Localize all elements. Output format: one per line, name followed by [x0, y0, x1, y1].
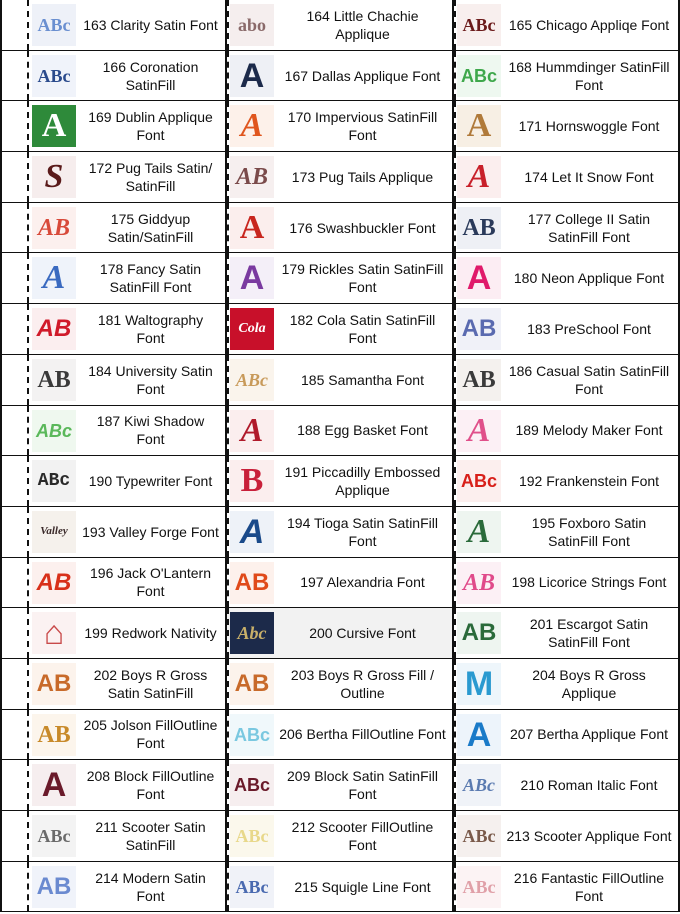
- font-item-label[interactable]: 164 Little Chachie Applique: [306, 7, 419, 42]
- font-sample-thumbnail[interactable]: [230, 562, 274, 604]
- font-sample-thumbnail[interactable]: [230, 4, 274, 46]
- font-item[interactable]: [227, 710, 454, 761]
- font-sample-glyph: A: [466, 107, 492, 145]
- font-sample-glyph: ABc: [235, 826, 269, 846]
- font-sample-thumbnail[interactable]: [230, 359, 274, 401]
- font-sample-glyph: ⌂: [43, 614, 65, 653]
- font-item[interactable]: [227, 558, 454, 609]
- font-item[interactable]: [227, 659, 454, 710]
- font-item-label[interactable]: 216 Fantastic FillOutline Font: [513, 869, 665, 904]
- font-sample-thumbnail[interactable]: [230, 764, 274, 806]
- font-sample-glyph: ABc: [233, 724, 270, 745]
- font-sample-thumbnail[interactable]: [32, 764, 76, 806]
- font-sample-glyph: Cola: [238, 321, 266, 337]
- font-sample-glyph: A: [466, 715, 492, 754]
- font-item[interactable]: [227, 203, 454, 254]
- font-sample-thumbnail[interactable]: [32, 866, 76, 908]
- font-item-label[interactable]: 167 Dallas Applique Font: [284, 67, 441, 84]
- font-item-label[interactable]: 190 Typewriter Font: [88, 473, 213, 490]
- font-sample-glyph: ABc: [37, 826, 71, 846]
- font-item-label[interactable]: 200 Cursive Font: [309, 625, 416, 642]
- font-item[interactable]: [227, 152, 454, 203]
- font-sample-glyph: abo: [237, 15, 266, 35]
- font-sample-thumbnail[interactable]: [457, 156, 501, 198]
- font-sample-glyph: ABc: [235, 876, 269, 897]
- font-item[interactable]: [227, 760, 454, 811]
- font-item-label[interactable]: 194 Tioga Satin SatinFill Font: [287, 514, 438, 549]
- font-sample-glyph: AB: [234, 568, 270, 596]
- font-item[interactable]: [227, 811, 454, 862]
- font-sample-thumbnail[interactable]: [457, 410, 501, 452]
- font-sample-glyph: A: [240, 411, 264, 449]
- font-sample-glyph: ABc: [35, 420, 72, 441]
- font-sample-thumbnail[interactable]: [230, 714, 274, 756]
- font-sample-thumbnail[interactable]: [457, 359, 501, 401]
- font-sample-glyph: ABc: [37, 471, 71, 492]
- font-sample-glyph: AB: [36, 568, 72, 596]
- font-item[interactable]: [454, 406, 680, 457]
- font-item-label[interactable]: 193 Valley Forge Font: [82, 523, 219, 540]
- font-item-label[interactable]: 189 Melody Maker Font: [515, 422, 663, 439]
- font-item-label[interactable]: 182 Cola Satin SatinFill Font: [289, 311, 436, 346]
- font-sample-glyph: ABc: [460, 471, 497, 492]
- font-item-label[interactable]: 213 Scooter Applique Font: [506, 827, 672, 844]
- font-item-label[interactable]: 206 Bertha FillOutline Font: [279, 726, 446, 743]
- font-item[interactable]: [0, 51, 227, 102]
- font-item-label[interactable]: 170 Impervious SatinFill Font: [287, 109, 438, 144]
- font-sample-thumbnail[interactable]: [230, 866, 274, 908]
- font-item[interactable]: [0, 760, 227, 811]
- font-item[interactable]: [0, 406, 227, 457]
- font-sample-glyph: A: [466, 259, 492, 298]
- font-item[interactable]: [454, 710, 680, 761]
- font-item-label[interactable]: 202 Boys R Gross Satin SatinFill: [93, 666, 208, 701]
- font-item[interactable]: [227, 507, 454, 558]
- font-item[interactable]: [0, 253, 227, 304]
- font-sample-thumbnail[interactable]: [32, 308, 76, 350]
- font-item[interactable]: [0, 659, 227, 710]
- font-sample-glyph: B: [240, 462, 264, 500]
- font-sample-thumbnail[interactable]: [230, 663, 274, 705]
- font-sample-thumbnail[interactable]: [32, 511, 76, 553]
- font-item[interactable]: [0, 456, 227, 507]
- font-sample-glyph: ABc: [37, 15, 71, 35]
- font-sample-thumbnail[interactable]: [457, 562, 501, 604]
- font-sample-thumbnail[interactable]: [32, 105, 76, 147]
- font-sample-thumbnail[interactable]: [457, 815, 501, 857]
- font-sample-thumbnail[interactable]: [230, 156, 274, 198]
- font-item[interactable]: [227, 355, 454, 406]
- font-item[interactable]: [0, 101, 227, 152]
- font-item-label[interactable]: 211 Scooter Satin SatinFill: [95, 818, 206, 853]
- font-sample-glyph: AB: [462, 214, 496, 241]
- font-item-label[interactable]: 207 Bertha Applique Font: [509, 726, 668, 743]
- font-sample-thumbnail[interactable]: [32, 4, 76, 46]
- font-item[interactable]: [0, 304, 227, 355]
- font-item-label[interactable]: 185 Samantha Font: [301, 371, 424, 388]
- font-sample-thumbnail[interactable]: [32, 156, 76, 198]
- font-item[interactable]: [454, 51, 680, 102]
- font-item-label[interactable]: 204 Boys R Gross Applique: [532, 666, 646, 701]
- font-item[interactable]: [0, 507, 227, 558]
- font-item[interactable]: [454, 608, 680, 659]
- font-sample-glyph: AB: [37, 721, 71, 748]
- font-item-label[interactable]: 215 Squigle Line Font: [294, 878, 431, 895]
- font-item[interactable]: [454, 304, 680, 355]
- font-sample-thumbnail[interactable]: [457, 764, 501, 806]
- font-sample-glyph: ABc: [462, 775, 495, 796]
- font-item[interactable]: [454, 507, 680, 558]
- font-sample-thumbnail[interactable]: [457, 714, 501, 756]
- font-item-label[interactable]: 173 Pug Tails Applique: [291, 168, 434, 185]
- font-item-label[interactable]: 175 Giddyup Satin/SatinFill: [107, 210, 194, 245]
- font-item-label[interactable]: 165 Chicago Appliqe Font: [508, 16, 670, 33]
- font-sample-thumbnail[interactable]: [230, 410, 274, 452]
- font-item-label[interactable]: 210 Roman Italic Font: [520, 777, 658, 794]
- font-item-label[interactable]: 188 Egg Basket Font: [297, 422, 428, 439]
- font-item[interactable]: [0, 355, 227, 406]
- font-sample-thumbnail[interactable]: [457, 207, 501, 249]
- font-sample-glyph: AB: [37, 214, 70, 241]
- font-item-label[interactable]: 197 Alexandria Font: [300, 574, 425, 591]
- font-item-label[interactable]: 214 Modern Satin Font: [95, 869, 206, 904]
- font-sample-glyph: A: [467, 411, 491, 449]
- font-sample-thumbnail[interactable]: [457, 308, 501, 350]
- font-item-label[interactable]: 180 Neon Applique Font: [513, 270, 665, 287]
- font-sample-thumbnail[interactable]: [32, 359, 76, 401]
- font-sample-thumbnail[interactable]: [230, 257, 274, 299]
- font-sample-glyph: Valley: [40, 525, 68, 538]
- font-item-label[interactable]: 209 Block Satin SatinFill Font: [287, 768, 438, 803]
- font-sample-glyph: AB: [462, 569, 495, 596]
- font-sample-thumbnail[interactable]: [457, 105, 501, 147]
- font-sample-thumbnail[interactable]: [230, 460, 274, 502]
- font-item-label[interactable]: 201 Escargot Satin SatinFill Font: [529, 616, 649, 651]
- font-item-label[interactable]: 184 University Satin Font: [88, 362, 213, 397]
- font-sample-thumbnail[interactable]: [457, 612, 501, 654]
- font-sample-thumbnail[interactable]: [32, 714, 76, 756]
- font-sample-thumbnail[interactable]: [32, 410, 76, 452]
- font-item-label[interactable]: 168 Hummdinger SatinFill Font: [508, 58, 670, 93]
- font-sample-thumbnail[interactable]: [230, 815, 274, 857]
- font-item[interactable]: [454, 558, 680, 609]
- font-item[interactable]: [454, 355, 680, 406]
- font-item-label[interactable]: 205 Jolson FillOutline Font: [83, 717, 218, 752]
- font-item[interactable]: [454, 253, 680, 304]
- font-sample-thumbnail[interactable]: [457, 866, 501, 908]
- font-item[interactable]: [0, 862, 227, 913]
- font-item-label[interactable]: 187 Kiwi Shadow Font: [96, 413, 205, 448]
- font-item-label[interactable]: 203 Boys R Gross Fill / Outline: [290, 666, 435, 701]
- font-item[interactable]: [454, 862, 680, 913]
- font-item[interactable]: [0, 203, 227, 254]
- font-item-label[interactable]: 179 Rickles Satin SatinFill Font: [281, 261, 444, 296]
- font-sample-thumbnail[interactable]: [32, 815, 76, 857]
- font-item-label[interactable]: 199 Redwork Nativity: [84, 625, 217, 642]
- font-sample-glyph: S: [44, 158, 64, 196]
- font-item[interactable]: [454, 659, 680, 710]
- font-sample-thumbnail[interactable]: [230, 612, 274, 654]
- font-sample-thumbnail[interactable]: [32, 663, 76, 705]
- font-item[interactable]: [0, 152, 227, 203]
- font-sample-glyph: ABc: [462, 826, 496, 846]
- font-sample-glyph: Abc: [237, 623, 267, 644]
- font-item[interactable]: [0, 811, 227, 862]
- font-sample-thumbnail[interactable]: [32, 55, 76, 97]
- font-sample-thumbnail[interactable]: [457, 55, 501, 97]
- font-sample-glyph: ABc: [235, 369, 268, 390]
- font-sample-glyph: AB: [235, 164, 268, 191]
- font-sample-thumbnail[interactable]: [230, 105, 274, 147]
- font-sample-glyph: AB: [36, 669, 72, 697]
- font-item[interactable]: [227, 406, 454, 457]
- font-sample-glyph: A: [239, 259, 265, 298]
- font-item[interactable]: [454, 456, 680, 507]
- font-sample-glyph: AB: [36, 872, 72, 900]
- font-sample-glyph: A: [467, 512, 491, 550]
- font-sample-glyph: A: [41, 107, 67, 145]
- font-item-label[interactable]: 191 Piccadilly Embossed Applique: [284, 464, 441, 499]
- font-item[interactable]: [0, 710, 227, 761]
- font-sample-glyph: A: [240, 107, 264, 145]
- font-item[interactable]: [454, 811, 680, 862]
- font-sample-glyph: ABc: [462, 876, 496, 897]
- font-item[interactable]: [0, 558, 227, 609]
- font-item[interactable]: [227, 456, 454, 507]
- font-sample-glyph: AB: [234, 669, 270, 697]
- font-sample-glyph: AB: [36, 315, 72, 343]
- font-sample-glyph: A: [239, 56, 265, 95]
- font-sample-glyph: M: [464, 664, 494, 703]
- font-item[interactable]: [0, 608, 227, 659]
- font-item-label[interactable]: 196 Jack O'Lantern Font: [90, 565, 211, 600]
- font-item-label[interactable]: 198 Licorice Strings Font: [511, 574, 667, 591]
- font-item[interactable]: [227, 0, 454, 51]
- font-sample-thumbnail[interactable]: [230, 207, 274, 249]
- font-item-label[interactable]: 178 Fancy Satin SatinFill Font: [99, 261, 202, 296]
- font-item[interactable]: [227, 253, 454, 304]
- font-sample-thumbnail[interactable]: [230, 511, 274, 553]
- font-item-label[interactable]: 208 Block FillOutline Font: [86, 768, 215, 803]
- font-sample-glyph: ABc: [462, 15, 496, 35]
- font-item-label[interactable]: 169 Dublin Applique Font: [88, 109, 213, 144]
- font-sample-glyph: A: [239, 208, 265, 246]
- font-item-label[interactable]: 166 Coronation SatinFill: [102, 58, 199, 93]
- font-item[interactable]: [0, 0, 227, 51]
- font-sample-thumbnail[interactable]: [32, 460, 76, 502]
- font-item-label[interactable]: 186 Casual Satin SatinFill Font: [508, 362, 670, 397]
- font-item[interactable]: [454, 203, 680, 254]
- font-item-label[interactable]: 177 College II Satin SatinFill Font: [527, 210, 651, 245]
- font-item[interactable]: [454, 152, 680, 203]
- font-sample-glyph: AB: [461, 619, 497, 647]
- font-sample-glyph: ABc: [233, 775, 270, 796]
- font-sample-thumbnail[interactable]: [32, 612, 76, 654]
- font-item-label[interactable]: 183 PreSchool Font: [527, 320, 651, 337]
- font-item[interactable]: [227, 51, 454, 102]
- font-item-label[interactable]: 181 Waltography Font: [97, 311, 204, 346]
- font-sample-thumbnail[interactable]: [457, 4, 501, 46]
- font-sample-glyph: AB: [37, 366, 71, 393]
- font-item[interactable]: [227, 304, 454, 355]
- font-sample-thumbnail[interactable]: [230, 308, 274, 350]
- font-item[interactable]: [454, 101, 680, 152]
- font-sample-glyph: AB: [462, 366, 496, 393]
- font-sample-thumbnail[interactable]: [230, 55, 274, 97]
- font-sample-glyph: ABc: [460, 65, 497, 86]
- font-sample-thumbnail[interactable]: [457, 257, 501, 299]
- font-sample-thumbnail[interactable]: [32, 562, 76, 604]
- font-item-label[interactable]: 195 Foxboro Satin SatinFill Font: [531, 514, 647, 549]
- font-sample-thumbnail[interactable]: [457, 511, 501, 553]
- font-sample-thumbnail[interactable]: [457, 663, 501, 705]
- font-sample-thumbnail[interactable]: [32, 207, 76, 249]
- font-item[interactable]: [227, 101, 454, 152]
- font-item-label[interactable]: 212 Scooter FillOutline Font: [291, 818, 434, 853]
- font-item-label[interactable]: 172 Pug Tails Satin/ SatinFill: [88, 159, 213, 194]
- font-item-label[interactable]: 176 Swashbuckler Font: [289, 219, 436, 236]
- font-item[interactable]: [454, 760, 680, 811]
- font-item[interactable]: [227, 608, 454, 659]
- font-item-label[interactable]: 171 Hornswoggle Font: [518, 118, 660, 135]
- font-sample-glyph: A: [41, 766, 67, 805]
- font-item[interactable]: [454, 0, 680, 51]
- font-sample-glyph: A: [239, 512, 265, 551]
- font-item[interactable]: [227, 862, 454, 913]
- font-sample-glyph: AB: [461, 315, 497, 343]
- font-sample-glyph: A: [42, 259, 66, 297]
- font-sample-thumbnail[interactable]: [32, 257, 76, 299]
- font-item-label[interactable]: 163 Clarity Satin Font: [83, 16, 218, 33]
- font-item-label[interactable]: 174 Let It Snow Font: [524, 168, 654, 185]
- font-item-label[interactable]: 192 Frankenstein Font: [518, 473, 660, 490]
- font-sample-glyph: A: [467, 158, 491, 196]
- font-sample-thumbnail[interactable]: [457, 460, 501, 502]
- font-sample-glyph: ABc: [37, 65, 71, 86]
